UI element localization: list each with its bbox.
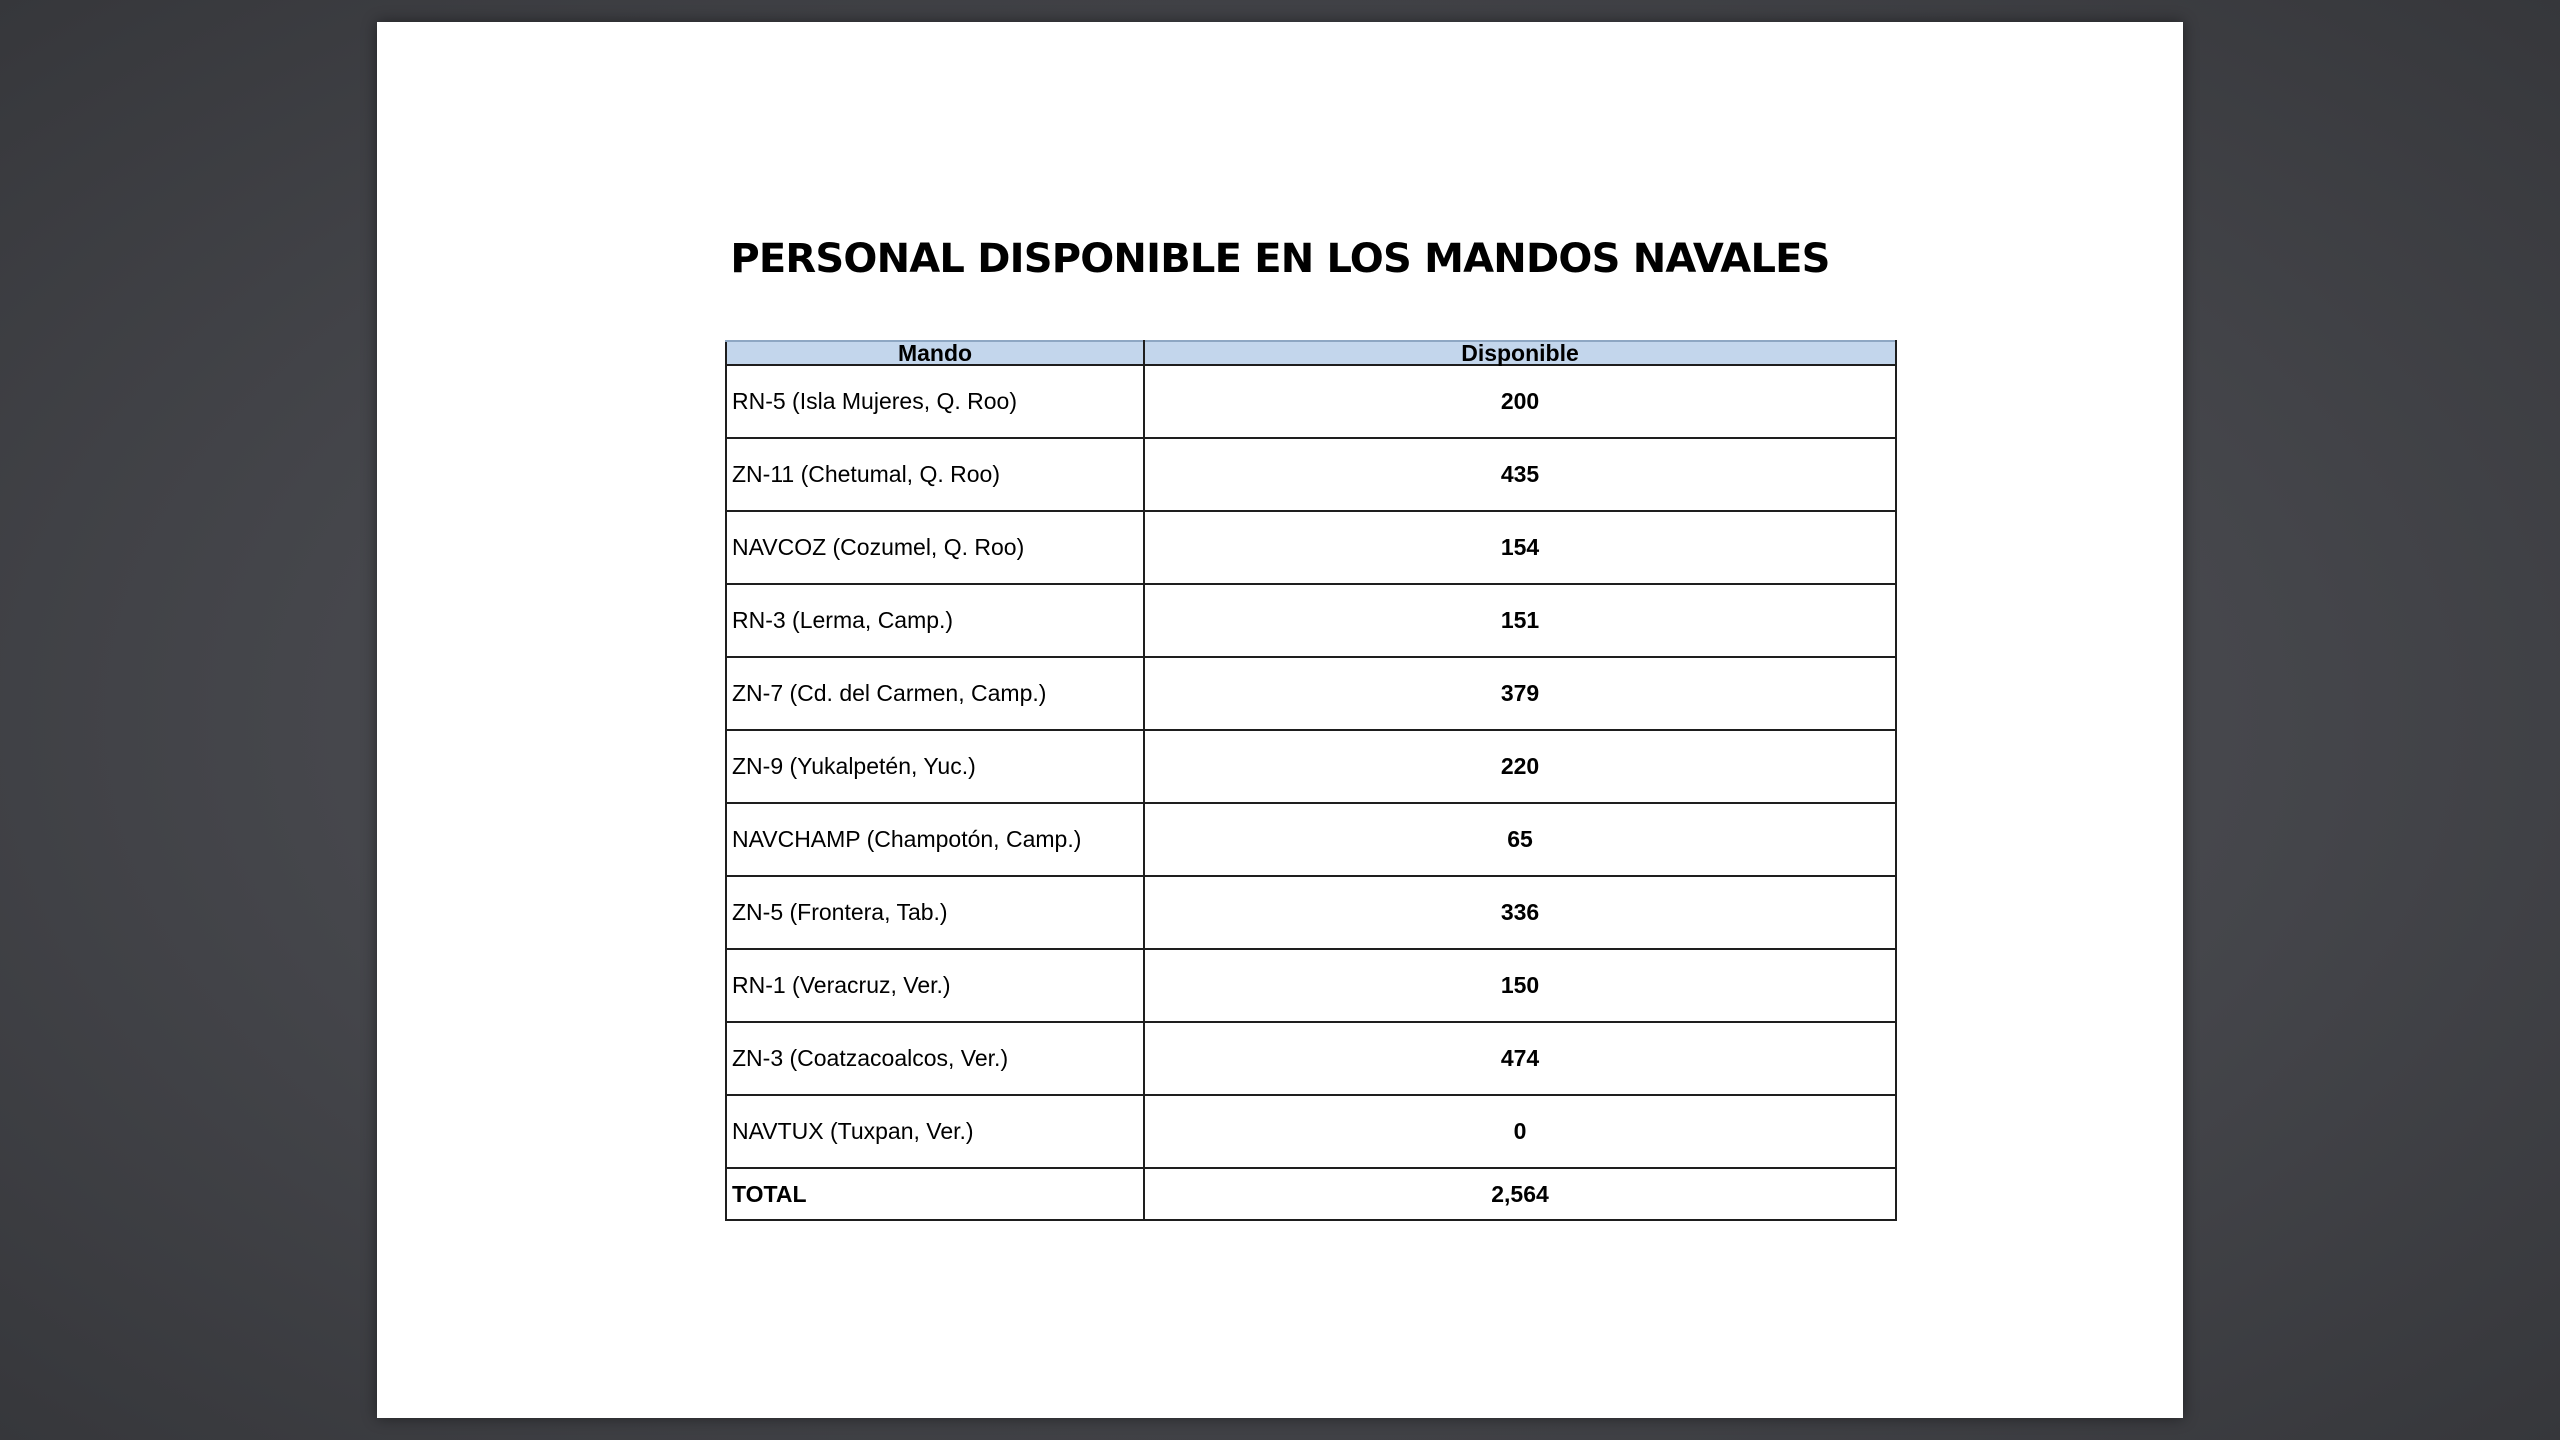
cell-mando: ZN-7 (Cd. del Carmen, Camp.) xyxy=(726,657,1144,730)
table-header-row xyxy=(726,341,1896,365)
cell-mando: ZN-3 (Coatzacoalcos, Ver.) xyxy=(726,1022,1144,1095)
cell-disponible: 435 xyxy=(1144,438,1896,511)
total-label: TOTAL xyxy=(726,1168,1144,1220)
cell-disponible: 336 xyxy=(1144,876,1896,949)
cell-disponible: 200 xyxy=(1144,365,1896,438)
table-row xyxy=(726,365,1896,438)
page-title: PERSONAL DISPONIBLE EN LOS MANDOS NAVALES xyxy=(730,236,1830,282)
table-row xyxy=(726,1095,1896,1168)
cell-disponible: 220 xyxy=(1144,730,1896,803)
table-row xyxy=(726,511,1896,584)
cell-disponible: 65 xyxy=(1144,803,1896,876)
document-page xyxy=(377,22,2183,1418)
cell-mando: NAVTUX (Tuxpan, Ver.) xyxy=(726,1095,1144,1168)
table-row xyxy=(726,949,1896,1022)
table-row xyxy=(726,876,1896,949)
personnel-table xyxy=(725,340,1897,1221)
cell-mando: RN-3 (Lerma, Camp.) xyxy=(726,584,1144,657)
total-value: 2,564 xyxy=(1144,1168,1896,1220)
table-row xyxy=(726,730,1896,803)
table-row xyxy=(726,1022,1896,1095)
table-row xyxy=(726,438,1896,511)
cell-mando: NAVCOZ (Cozumel, Q. Roo) xyxy=(726,511,1144,584)
cell-disponible: 150 xyxy=(1144,949,1896,1022)
table-row xyxy=(726,803,1896,876)
cell-mando: RN-5 (Isla Mujeres, Q. Roo) xyxy=(726,365,1144,438)
cell-mando: ZN-5 (Frontera, Tab.) xyxy=(726,876,1144,949)
cell-disponible: 474 xyxy=(1144,1022,1896,1095)
cell-disponible: 0 xyxy=(1144,1095,1896,1168)
table-row xyxy=(726,584,1896,657)
column-header-disponible: Disponible xyxy=(1144,341,1896,365)
total-row xyxy=(726,1168,1896,1220)
cell-mando: RN-1 (Veracruz, Ver.) xyxy=(726,949,1144,1022)
table-row xyxy=(726,657,1896,730)
column-header-mando: Mando xyxy=(726,341,1144,365)
cell-disponible: 379 xyxy=(1144,657,1896,730)
cell-mando: ZN-9 (Yukalpetén, Yuc.) xyxy=(726,730,1144,803)
cell-mando: NAVCHAMP (Champotón, Camp.) xyxy=(726,803,1144,876)
cell-disponible: 151 xyxy=(1144,584,1896,657)
cell-mando: ZN-11 (Chetumal, Q. Roo) xyxy=(726,438,1144,511)
cell-disponible: 154 xyxy=(1144,511,1896,584)
